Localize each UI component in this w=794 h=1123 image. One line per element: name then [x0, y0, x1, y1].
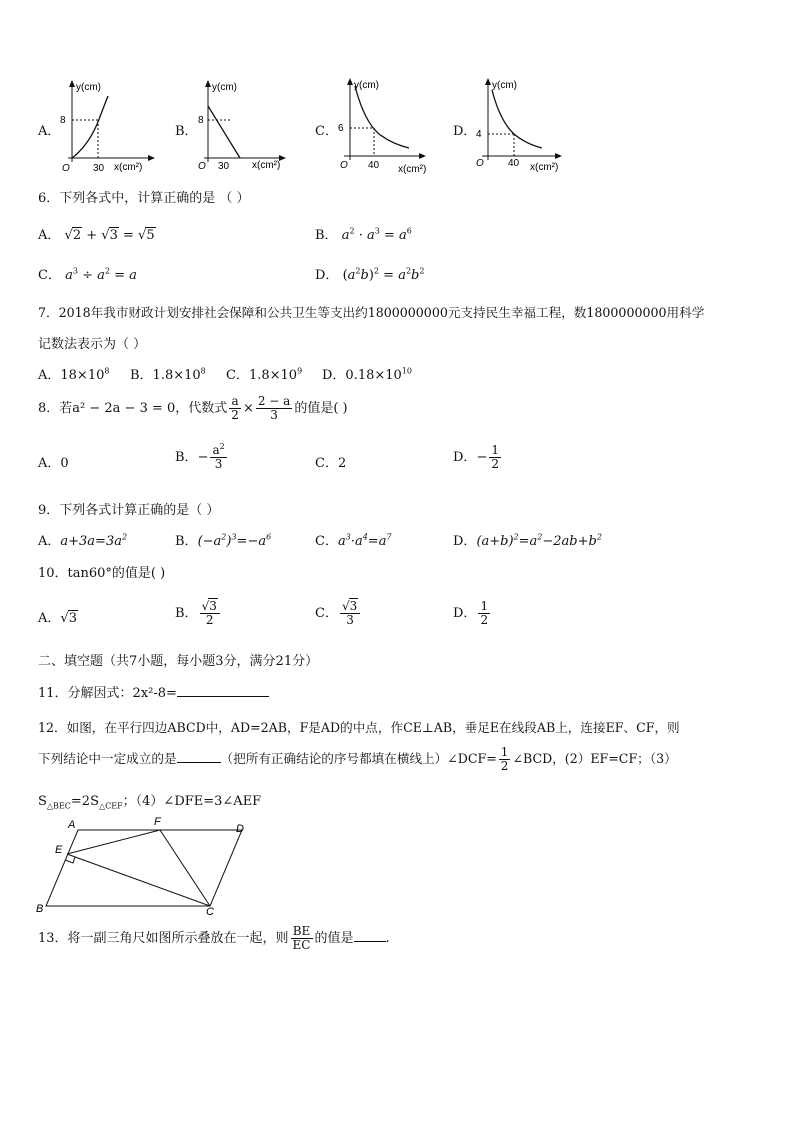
q13: 13．将一副三角尺如图所示叠放在一起，则 $\frac{BE}{EC}$ 的值是 .: [38, 924, 390, 952]
q12-line1: 12．如图，在平行四边ABCD中，AD=2AB，F是AD的中点，作CE⊥AB，垂足E在线段AB上，连接EF、CF，则: [38, 720, 680, 735]
q5-graph-a: [58, 78, 158, 178]
label-a: A: [68, 819, 76, 831]
math-sqrt: √3: [60, 611, 77, 626]
q7-line2: 记数法表示为（ ）: [38, 337, 147, 352]
q6-option-d-label: D．: [315, 268, 339, 283]
x-tick: 40: [368, 160, 380, 171]
label-e: E: [55, 844, 63, 856]
q11: [38, 682, 269, 701]
q10-stem: 10．tan60°的值是( ): [38, 566, 166, 581]
math-fraction: $\frac{1}{2}$: [491, 443, 499, 471]
math-fraction: $\frac{a^2}{3}$: [212, 442, 225, 471]
q11-answer-blank[interactable]: [177, 696, 269, 697]
x-arrow-icon: [148, 155, 155, 161]
parallelogram-abcd: [46, 830, 242, 906]
q9-option-b: B．$(-a^2)^3=-a^6$: [175, 532, 272, 549]
q10-option-a: A．√3: [38, 611, 77, 626]
label-c: C: [206, 906, 214, 918]
x-label: x(cm²): [252, 160, 281, 171]
y-arrow-icon: [485, 78, 491, 85]
segment-fc: [160, 830, 210, 906]
q7-option-c: C．$1.8\times 10^9$: [226, 366, 303, 383]
y-label: y(cm): [76, 82, 101, 93]
q12-line3: $S_{\triangle BEC}=2S_{\triangle CEF}$；（4）∠DFE=3∠AEF: [38, 794, 262, 811]
q8-equation: a² − 2a − 3 = 0: [72, 401, 176, 416]
origin: O: [340, 160, 348, 171]
q10-option-b: B． $\frac{√3}{2}$: [175, 596, 222, 632]
math-fraction: $\frac{1}{2}$: [480, 599, 489, 627]
q5-graph-d: [470, 76, 570, 176]
segment-ec: [67, 854, 210, 906]
math-sqrt: √3: [101, 228, 118, 243]
math-fraction: $\frac{√3}{3}$: [340, 600, 360, 626]
origin: O: [62, 163, 70, 174]
x-tick: 30: [218, 161, 230, 172]
x-label: x(cm²): [398, 164, 427, 175]
curve: [72, 96, 108, 158]
q11-text: 11．分解因式：2x²-8=: [38, 686, 177, 701]
q13-answer-blank[interactable]: [354, 941, 386, 942]
y-arrow-icon: [205, 80, 211, 87]
q7-option-b: B．$1.8\times 10^8$: [130, 366, 206, 383]
math-fraction: $\frac{BE}{EC}$: [292, 924, 311, 952]
math-fraction: $\frac{2 - a}{3}$: [257, 394, 291, 422]
q7-option-a: A．$18\times 10^8$: [38, 366, 110, 383]
y-label: y(cm): [492, 80, 517, 91]
curve: [355, 86, 409, 148]
q6-option-d: D． $(a^2b)^2 = a^2b^2$: [315, 266, 425, 283]
q6-option-b: B． $a^2 \cdot a^3 = a^6$: [315, 226, 412, 243]
q5-graph-b: [194, 78, 294, 178]
x-label: x(cm²): [114, 162, 143, 173]
q6-option-a-label: A．: [38, 228, 61, 243]
q7-option-d: D．$0.18\times 10^{10}$: [322, 366, 412, 383]
q12-answer-blank[interactable]: [177, 762, 221, 763]
q12-figure-parallelogram: [30, 812, 270, 922]
q8-stem: 8．若a² − 2a − 3 = 0，代数式 $\frac{a}{2}$ × $\frac{2 - a}{3}$ 的值是( ): [38, 394, 348, 422]
q6-option-a: A． √2 + √3 = √5: [38, 228, 155, 243]
y-arrow-icon: [347, 78, 353, 85]
q5-option-a-label: A．: [38, 124, 61, 139]
q9-option-a: A．$a+3a=3a^2$: [38, 532, 128, 549]
q8-option-b: B．− $\frac{a^2}{3}$: [175, 442, 225, 471]
origin: O: [198, 161, 206, 172]
y-tick: 4: [476, 129, 482, 140]
y-tick: 6: [338, 123, 344, 134]
origin: O: [476, 158, 484, 169]
q5-option-b-label: B．: [175, 124, 198, 139]
q12-line2: 下列结论中一定成立的是 （把所有正确结论的序号都填在横线上）∠DCF= $\frac{1}{2}$ ∠BCD，(2）EF=CF；（3）: [38, 745, 677, 773]
q10-option-d: D． $\frac{1}{2}$: [453, 599, 489, 627]
math-fraction: $\frac{a}{2}$: [231, 394, 239, 422]
math-sqrt: √5: [138, 228, 155, 243]
y-tick: 8: [60, 115, 66, 126]
y-arrow-icon: [69, 80, 75, 87]
q5-option-d-label: D．: [453, 124, 477, 139]
curve: [492, 90, 542, 148]
label-b: B: [36, 903, 44, 915]
q9-option-d: D．$(a+b)^2=a^2-2ab+b^2$: [453, 532, 602, 549]
x-arrow-icon: [555, 153, 562, 159]
label-f: F: [154, 816, 161, 828]
x-tick: 30: [93, 163, 105, 174]
q6-option-b-label: B．: [315, 228, 338, 243]
q6-stem: 6．下列各式中，计算正确的是 （ ）: [38, 191, 250, 206]
q6-option-c-label: C．: [38, 268, 61, 283]
label-d: D: [236, 823, 244, 835]
q8-option-d: D．− $\frac{1}{2}$: [453, 443, 499, 471]
q8-option-a: A．0: [38, 456, 69, 471]
q9-option-c: C．$a^3\cdot a^4=a^7$: [315, 532, 392, 549]
q9-stem: 9．下列各式计算正确的是（ ）: [38, 503, 220, 518]
math-sqrt: √2: [64, 228, 82, 243]
q5-option-c-label: C．: [315, 124, 338, 139]
y-label: y(cm): [212, 82, 237, 93]
q6-option-c: C． $a^3 \div a^2 = a$: [38, 266, 137, 283]
x-label: x(cm²): [530, 162, 559, 173]
line-segment: [208, 106, 240, 158]
x-arrow-icon: [419, 153, 426, 159]
q8-option-c: C．2: [315, 456, 347, 471]
y-label: y(cm): [354, 80, 379, 91]
math-fraction: $\frac{1}{2}$: [500, 745, 509, 773]
y-tick: 8: [198, 115, 204, 126]
q7-line1: 7．2018年我市财政计划安排社会保障和公共卫生等支出约1800000000元支持民生幸福工程，数1800000000用科学: [38, 305, 705, 320]
q5-graph-c: [334, 76, 434, 176]
x-tick: 40: [508, 158, 520, 169]
math-fraction: $\frac{√3}{2}$: [200, 600, 220, 626]
q10-option-c: C． $\frac{√3}{3}$: [315, 596, 362, 632]
segment-ef: [67, 830, 160, 854]
section-2-title: 二、填空题（共7小题，每小题3分，满分21分）: [38, 654, 319, 669]
